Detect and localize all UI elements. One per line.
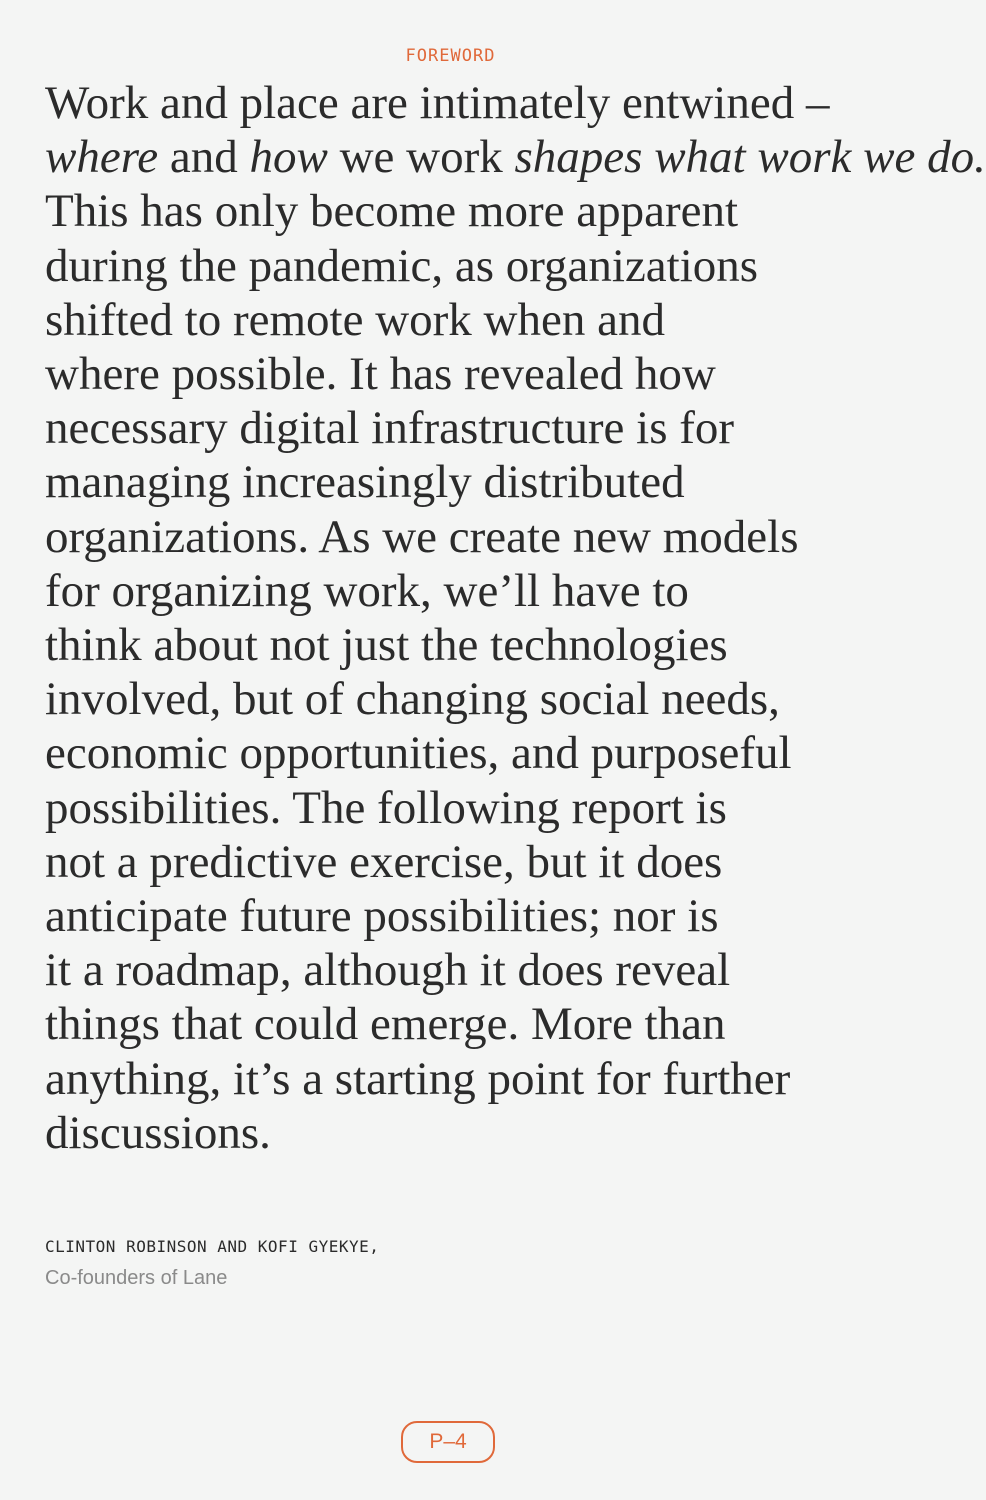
foreword-line: anticipate future possibilities; nor is (45, 890, 719, 943)
page-number-badge: P–4 (401, 1421, 495, 1463)
foreword-line: where possible. It has revealed how (45, 348, 716, 401)
attribution (45, 1237, 379, 1290)
emphasis-shapes-what-work: shapes what work we do. (514, 131, 986, 184)
foreword-line: for organizing work, we’ll have to (45, 564, 689, 617)
foreword-line: think about not just the technologies (45, 619, 728, 672)
foreword-line: during the pandemic, as organizations (45, 239, 759, 292)
emphasis-how: how (249, 131, 328, 184)
foreword-line: possibilities. The following report is (45, 781, 727, 834)
foreword-paragraph (45, 76, 986, 1160)
foreword-line (45, 130, 986, 184)
foreword-text-segment: we work (327, 131, 515, 184)
foreword-line: not a predictive exercise, but it does (45, 835, 723, 888)
foreword-line: shifted to remote work when and (45, 293, 665, 346)
foreword-line: anything, it’s a starting point for further (45, 1052, 791, 1105)
foreword-line: things that could emerge. More than (45, 998, 726, 1051)
foreword-line: organizations. As we create new models (45, 510, 799, 563)
foreword-line: Work and place are intimately entwined – (45, 77, 830, 129)
foreword-line: This has only become more apparent (45, 185, 739, 238)
foreword-line: it a roadmap, although it does reveal (45, 944, 731, 997)
foreword-line: necessary digital infrastructure is for (45, 402, 735, 455)
emphasis-where: where (45, 131, 159, 184)
foreword-line: managing increasingly distributed (45, 456, 685, 509)
section-label: FOREWORD (405, 46, 496, 66)
foreword-line: involved, but of changing social needs, (45, 673, 780, 726)
foreword-text-segment: and (158, 131, 250, 184)
author-names: CLINTON ROBINSON AND KOFI GYEKYE, (45, 1237, 380, 1256)
foreword-line: economic opportunities, and purposeful (45, 727, 792, 780)
foreword-line: discussions. (45, 1106, 271, 1159)
author-role: Co-founders of Lane (45, 1267, 228, 1289)
